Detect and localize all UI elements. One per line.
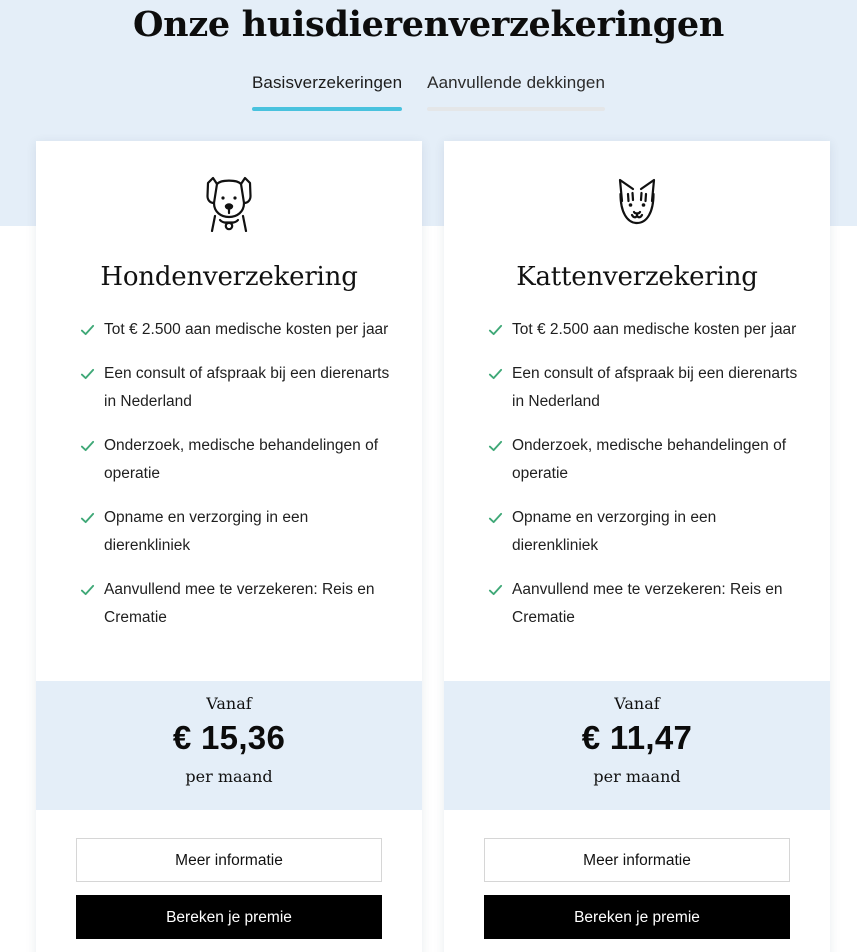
cat-face-icon (611, 174, 663, 232)
price-amount: € 15,36 (172, 719, 286, 756)
feature-item (488, 576, 798, 632)
product-card-cat[interactable] (444, 141, 830, 952)
check-icon (80, 432, 95, 460)
tab-inactive-underline (427, 107, 605, 111)
card-title: Hondenverzekering (100, 262, 358, 292)
check-icon (488, 360, 503, 388)
tab-basisverzekeringen[interactable] (252, 73, 402, 111)
price-from-label: Vanaf (206, 694, 252, 713)
tab-bar (0, 73, 857, 111)
feature-item (488, 432, 798, 488)
more-info-button[interactable]: Meer informatie (76, 838, 382, 882)
feature-text: Aanvullend mee te verzekeren: Reis en Crematie (104, 581, 375, 626)
card-actions (76, 838, 382, 939)
feature-item (80, 316, 390, 344)
feature-text: Een consult of afspraak bij een dierenarts in Nederland (512, 365, 798, 410)
feature-text: Tot € 2.500 aan medische kosten per jaar (104, 321, 389, 338)
card-icon-wrap (444, 174, 830, 232)
price-from-label: Vanaf (614, 694, 660, 713)
feature-text: Opname en verzorging in een dierenkliniek (104, 509, 309, 554)
feature-list (80, 316, 390, 648)
feature-text: Opname en verzorging in een dierenkliniek (512, 509, 717, 554)
feature-list (488, 316, 798, 648)
tab-label: Aanvullende dekkingen (427, 73, 606, 92)
check-icon (488, 504, 503, 532)
feature-item (488, 360, 798, 416)
feature-item (488, 504, 798, 560)
check-icon (488, 432, 503, 460)
product-card-dog[interactable] (36, 141, 422, 952)
check-icon (80, 360, 95, 388)
price-period-label: per maand (593, 767, 681, 786)
feature-text: Tot € 2.500 aan medische kosten per jaar (512, 321, 797, 338)
more-info-button[interactable]: Meer informatie (484, 838, 790, 882)
feature-item (80, 576, 390, 632)
calculate-premium-button[interactable]: Bereken je premie (76, 895, 382, 939)
card-title: Kattenverzekering (516, 262, 758, 292)
check-icon (80, 504, 95, 532)
tab-active-underline (252, 107, 402, 111)
card-icon-wrap (36, 174, 422, 232)
feature-text: Onderzoek, medische behandelingen of operatie (104, 437, 379, 482)
page-title: Onze huisdierenverzekeringen (132, 4, 725, 45)
price-band (444, 681, 830, 810)
feature-item (488, 316, 798, 344)
check-icon (80, 576, 95, 604)
check-icon (488, 316, 503, 344)
check-icon (80, 316, 95, 344)
feature-item (80, 360, 390, 416)
feature-item (80, 504, 390, 560)
tab-aanvullende-dekkingen[interactable] (427, 73, 605, 111)
card-actions (484, 838, 790, 939)
check-icon (488, 576, 503, 604)
price-amount: € 11,47 (581, 719, 693, 756)
price-band (36, 681, 422, 810)
feature-text: Een consult of afspraak bij een dierenarts in Nederland (104, 365, 390, 410)
feature-item (80, 432, 390, 488)
price-period-label: per maand (185, 767, 273, 786)
dog-face-icon (203, 174, 255, 232)
calculate-premium-button[interactable]: Bereken je premie (484, 895, 790, 939)
feature-text: Aanvullend mee te verzekeren: Reis en Crematie (512, 581, 783, 626)
tab-label: Basisverzekeringen (251, 73, 403, 92)
feature-text: Onderzoek, medische behandelingen of operatie (512, 437, 787, 482)
